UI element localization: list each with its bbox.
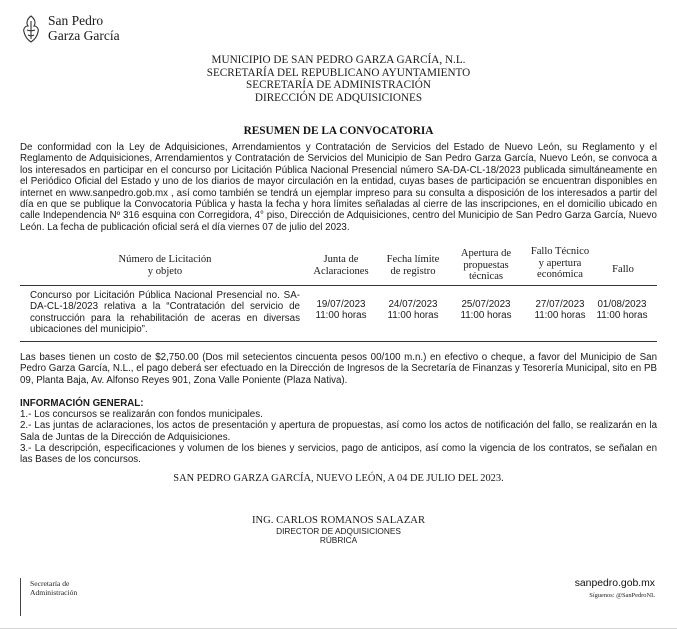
th-fallo-tecnico: Fallo Técnico y apertura económica [530,246,590,281]
footer-divider [20,578,21,616]
document-header [0,54,677,104]
table-rule-top [20,285,657,286]
row-apertura: 25/07/2023 11:00 horas [460,299,512,322]
dateline: SAN PEDRO GARZA GARCÍA, NUEVO LEÓN, A 04 DE JULIO DEL 2023. [173,473,504,484]
intro-paragraph: De conformidad con la Ley de Adquisiciones, Arrendamientos y Contratación de Servicios del Estado de Nuevo León, su Reglamento y el Reglamento de Adquisiciones, Arrendamientos y Contratación de Servicios del Municipio de San Pedro Garza García, Nuevo León, se convoca a los interesados en participar en el concurso por Licitación Pública Nacional Presencial número SA-DA-CL-18/2023 publicada simultáneamente en el Periódico Oficial del Estado y uno de los diarios de mayor circulación en la entidad, cuyas bases de participación se encuentran disponibles en internet en www.sanpedro.gob.mx , así como también se tendrá un ejemplar impreso para su consulta a disposición de los interesados a partir del día en que se publique la Convocatoria Pública y hasta la fecha y hora límites señaladas al cierre de las inscripciones, en el domicilio ubicado en calle Independencia Nº 316 esquina con Corregidora, 4° piso, Dirección de Adquisiciones, centro del Municipio de San Pedro Garza García, Nuevo León. La fecha de publicación oficial será el día viernes 07 de julio del 2023. [20,142,657,233]
document-title: RESUMEN DE LA CONVOCATORIA [243,125,434,137]
logo-line-1: San Pedro [48,13,104,28]
general-info-heading: INFORMACIÓN GENERAL: [20,398,144,409]
general-info-item: 2.- Las juntas de aclaraciones, los actos de presentación y apertura de propuestas, así como los actos de notificación del fallo, se realizarán en la Sala de Juntas de la Dirección de Adquisiciones. [20,420,657,443]
row-fecha-limite: 24/07/2023 11:00 horas [387,299,439,322]
row-objeto: Concurso por Licitación Pública Nacional Presencial no. SA-DA-CL-18/2023 relativa a la “Contratación del servicio de construcción para la rehabilitación de aceras en diversas ubicaciones del municipio”. [30,290,300,335]
th-junta-aclaraciones: Junta de Aclaraciones [313,254,369,277]
schedule-table [20,246,657,353]
page-bottom-edge [0,628,677,629]
signer-name: ING. CARLOS ROMANOS SALAZAR [251,515,426,526]
row-junta: 19/07/2023 11:00 horas [315,299,367,322]
header-municipio: MUNICIPIO DE SAN PEDRO GARZA GARCÍA, N.L. [211,54,466,66]
footer-website-link[interactable]: sanpedro.gob.mx [574,578,655,589]
general-info [20,398,657,465]
th-objeto: Número de Licitación y objeto [118,254,212,277]
table-rule-bottom [20,341,657,342]
costs-paragraph: Las bases tienen un costo de $2,750.00 (Dos mil setecientos cincuenta pesos 00/100 m.n.) en efectivo o cheque, a favor del Municipio de San Pedro Garza García, N.L., el pago deberá ser efectuado en la Dirección de Ingresos de la Secretaría de Finanzas y Tesorería Municipal, sito en PB 09, Planta Baja, Av. Alfonso Reyes 901, Zona Valle Poniente (Plaza Nativa). [20,352,657,386]
general-info-item: 3.- La descripción, especificaciones y volumen de los bienes y servicios, pago de anticipos, así como la vigencia de los contratos, se señalan en las Bases de los concursos. [20,442,657,466]
signer-rubrica: RÚBRICA [319,535,358,546]
signature-block [0,515,677,546]
row-fallo: 01/08/2023 11:00 horas [596,299,648,322]
municipal-logo [20,12,140,48]
header-secretaria-administracion: SECRETARÍA DE ADMINISTRACIÓN [246,79,431,92]
logo-line-2: Garza García [48,28,120,43]
general-info-item: 1.- Los concursos se realizarán con fondos municipales. [20,409,263,421]
footer-social: Síguenos: @SanPedroNL [589,592,655,599]
signer-role: DIRECTOR DE ADQUISICIONES [276,526,401,536]
header-secretaria-ayuntamiento: SECRETARÍA DEL REPUBLICANO AYUNTAMIENTO [206,66,471,79]
municipal-shield-icon [20,14,42,44]
th-apertura-propuestas: Apertura de propuestas técnicas [460,248,512,283]
header-direccion: DIRECCIÓN DE ADQUISICIONES [254,91,423,104]
row-fallo-tecnico: 27/07/2023 11:00 horas [534,299,586,322]
footer-department: Secretaría de Administración [30,579,78,598]
th-fallo: Fallo [612,264,634,275]
th-fecha-limite: Fecha límite de registro [386,254,440,277]
